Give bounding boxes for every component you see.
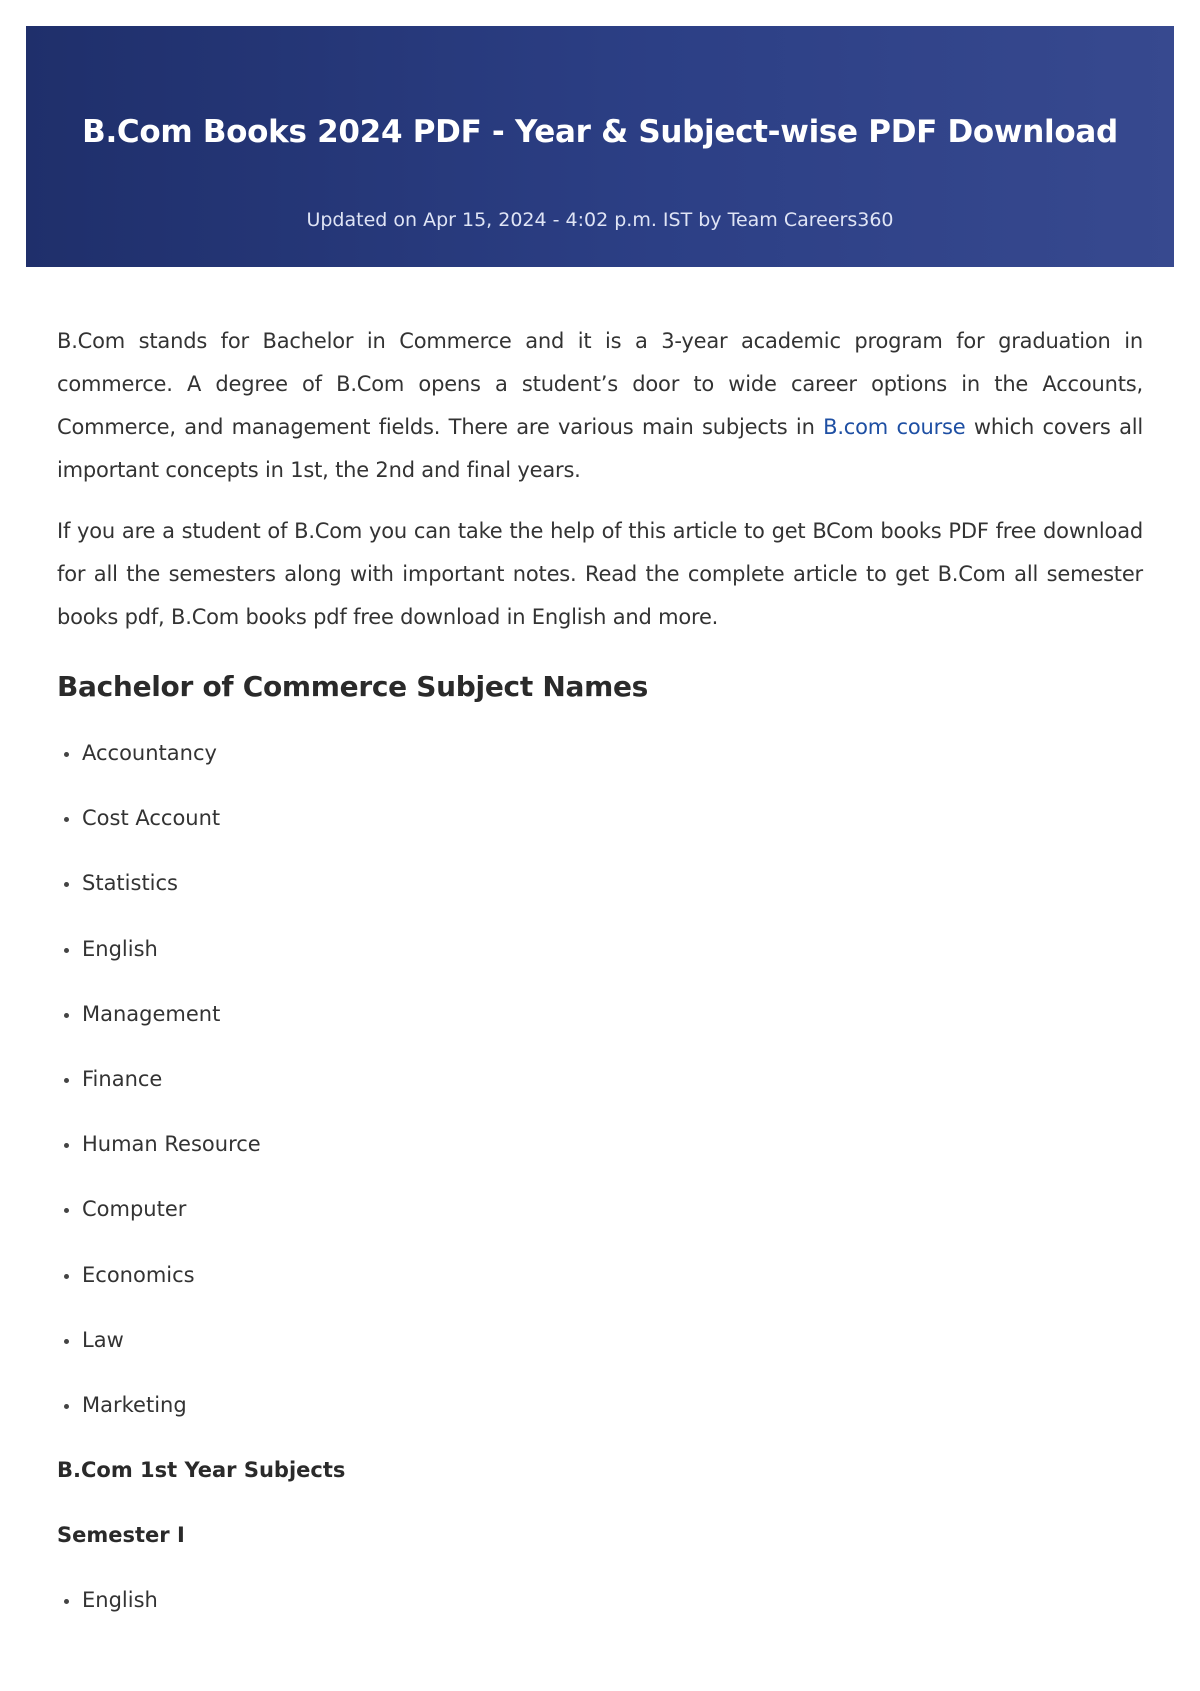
subject-list (57, 721, 1143, 1438)
list-item: Finance (57, 1047, 1143, 1112)
intro-text-end: which covers all important concepts in 1st, the 2nd and final years. (57, 415, 1144, 482)
list-item: Cost Account (57, 786, 1143, 851)
semester-heading: Semester I (57, 1523, 185, 1548)
list-item: English (57, 1568, 1143, 1633)
semester-subject-list (57, 1568, 1143, 1633)
intro-paragraph-1 (57, 320, 1143, 492)
list-item: Economics (57, 1243, 1143, 1308)
list-item: Computer (57, 1177, 1143, 1242)
list-item: Management (57, 982, 1143, 1047)
list-item: English (57, 917, 1143, 982)
list-item: Accountancy (57, 721, 1143, 786)
page-title: B.Com Books 2024 PDF - Year & Subject-wise PDF Download (82, 114, 1118, 150)
list-item: Law (57, 1308, 1143, 1373)
first-year-heading: B.Com 1st Year Subjects (57, 1458, 346, 1483)
update-meta: Updated on Apr 15, 2024 - 4:02 p.m. IST by Team Careers360 (306, 209, 894, 231)
intro-text: B.Com stands for Bachelor in Commerce and it is a 3-year academic program for graduation in commerce. A degree of B.Com opens a student’s door to wide career options in the Accounts, Commerce, and management fields. There are various main subjects in (57, 329, 1143, 439)
list-item: Human Resource (57, 1112, 1143, 1177)
subject-names-heading: Bachelor of Commerce Subject Names (57, 670, 649, 703)
intro-paragraph-2: If you are a student of B.Com you can take the help of this article to get BCom books PDF free download for all the semesters along with important notes. Read the complete article to get B.Com all semester books pdf, B.Com books pdf free download in English and more. (57, 519, 1143, 629)
article-header (26, 26, 1174, 267)
article-body (57, 320, 1143, 1634)
list-item: Marketing (57, 1373, 1143, 1438)
bcom-course-link[interactable]: B.com course (823, 415, 966, 439)
list-item: Statistics (57, 851, 1143, 916)
